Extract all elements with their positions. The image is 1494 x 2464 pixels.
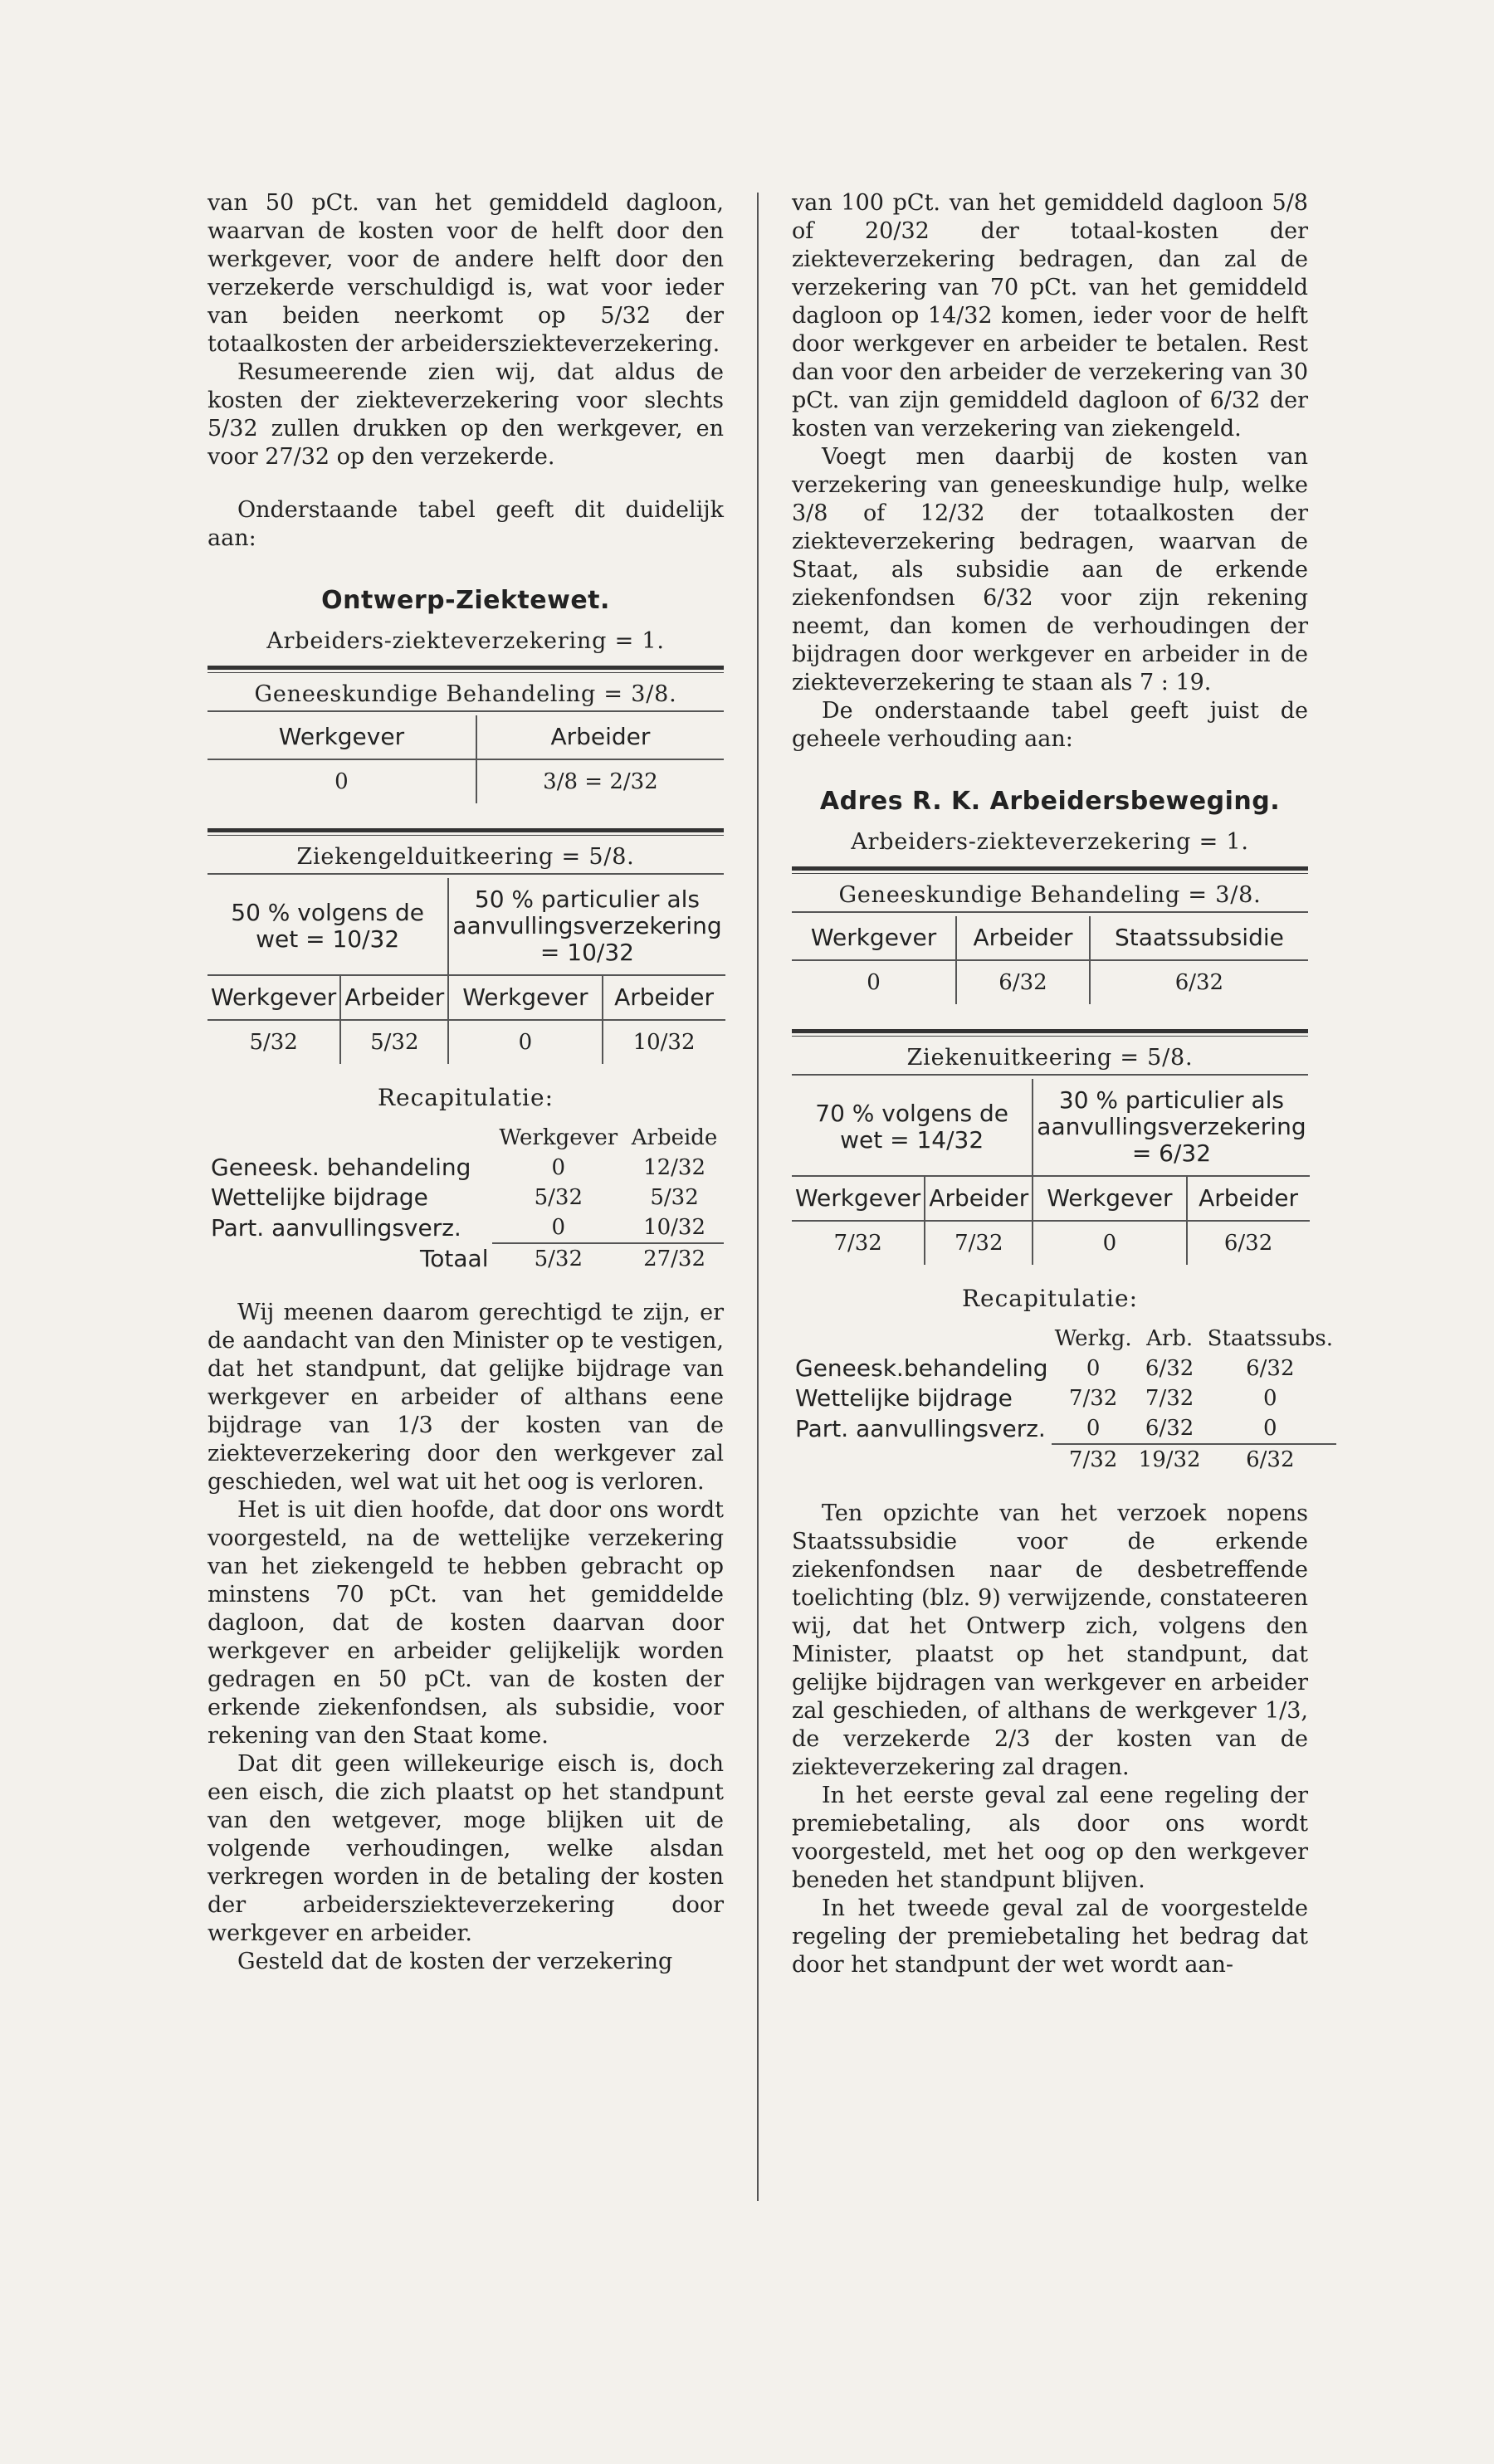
table-cell: 5/32 <box>249 1030 298 1055</box>
table-header: Arbeider <box>925 1176 1033 1221</box>
table-group-header: 30 % particulier als aanvullingsverzekering = 6/32 <box>1033 1079 1309 1176</box>
recap-value: 0 <box>1263 1416 1277 1441</box>
table-group-header: 70 % volgens de wet = 14/32 <box>792 1079 1033 1176</box>
recap-value: 5/32 <box>534 1185 583 1210</box>
recap-value: 0 <box>1086 1356 1101 1381</box>
recap-table <box>792 1324 1336 1475</box>
recap-header: Arbeide <box>631 1125 718 1150</box>
recap-value: 6/32 <box>1246 1356 1295 1381</box>
table-header: Arbeider <box>340 975 448 1020</box>
section-subheading: Arbeiders-ziekteverzekering = 1. <box>266 628 665 654</box>
table-title: Ziekengelduitkeering = 5/8. <box>296 844 635 870</box>
table-cell: 0 <box>867 970 881 995</box>
left-column <box>208 189 724 1976</box>
double-rule <box>792 866 1308 874</box>
recap-value: 0 <box>1263 1386 1277 1411</box>
rule <box>208 710 724 712</box>
paragraph: Ten opzichte van het verzoek nopens Staatssubsidie voor de erkende ziekenfondsen naar de desbetreffende toelichting (blz. 9) verwijzende, constateeren wij, dat het Ontwerp zich, volgens den Minister, plaatst op het standpunt, dat gelijke bijdragen van werkgever en arbeider zal geschieden, of althans de werkgever 1/3, de verzekerde 2/3 der kosten van de ziekteverzekering zal dragen. <box>792 1500 1308 1780</box>
recap-value: 7/32 <box>1145 1386 1194 1411</box>
table-header: Werkgever <box>208 715 476 759</box>
recap-value: 0 <box>551 1155 566 1180</box>
section-heading: Adres R. K. Arbeidersbeweging. <box>819 787 1281 816</box>
table-cell: 0 <box>448 1020 602 1064</box>
table-cell: 7/32 <box>833 1231 882 1256</box>
table-cell: 5/32 <box>340 1020 448 1064</box>
table-cell: 3/8 = 2/32 <box>476 759 724 803</box>
table-group-header: 50 % volgens de wet = 10/32 <box>208 878 448 975</box>
table-title: Geneeskundige Behandeling = 3/8. <box>254 681 677 707</box>
paragraph: Dat dit geen willekeurige eisch is, doch een eisch, die zich plaatst op het standpunt van den wetgever, moge blijken uit de volgende verhoudingen, welke alsdan verkregen worden in de betaling der kosten der arbeidersziekteverzekering door werkgever en arbeider. <box>208 1751 724 1946</box>
paragraph: In het tweede geval zal de voorgestelde regeling der premiebetaling het bedrag dat door het standpunt der wet wordt aan- <box>792 1896 1308 1978</box>
table-header: Arbeider <box>476 715 724 759</box>
section-subheading: Arbeiders-ziekteverzekering = 1. <box>851 829 1249 855</box>
table-cell: 10/32 <box>603 1020 725 1064</box>
rule <box>208 873 724 875</box>
table-cell: 6/32 <box>1090 960 1308 1004</box>
table-cell: 6/32 <box>1187 1221 1310 1265</box>
recap-value: 6/32 <box>1145 1416 1194 1441</box>
recap-header: Arb. <box>1146 1326 1194 1351</box>
recap-value: 12/32 <box>643 1155 706 1180</box>
rule <box>792 911 1308 913</box>
paragraph: van 50 pCt. van het gemiddeld dagloon, waarvan de kosten voor de helft door den werkgever, voor de andere helft door den verzekerde verschuldigd is, wat voor ieder van beiden neerkomt op 5/32 der totaalkosten der arbeidersziekteverzekering. <box>208 190 724 357</box>
paragraph: Resumeerende zien wij, dat aldus de kosten der ziekteverzekering voor slechts 5/32 zullen drukken op den werkgever, en voor 27/32 op den verzekerde. <box>208 359 724 470</box>
paragraph: Het is uit dien hoofde, dat door ons wordt voorgesteld, na de wettelijke verzekering van het ziekengeld te hebben gebracht op minstens 70 pCt. van het gemiddelde dagloon, dat de kosten daarvan door werkgever en arbeider gelijkelijk worden gedragen en 50 pCt. van de kosten der erkende ziekenfondsen, als subsidie, voor rekening van den Staat kome. <box>208 1497 724 1749</box>
recap-title: Recapitulatie: <box>961 1285 1139 1312</box>
table-cell: 6/32 <box>956 960 1090 1004</box>
table-header: Werkgever <box>1033 1176 1186 1221</box>
paragraph: In het eerste geval zal eene regeling der premiebetaling, als door ons wordt voorgesteld, met het oog op den werkgever beneden het standpunt blijven. <box>792 1783 1308 1893</box>
table-cell: 0 <box>334 769 349 794</box>
double-rule <box>208 666 724 673</box>
double-rule <box>208 828 724 836</box>
table-header: Werkgever <box>792 916 956 960</box>
recap-total: 7/32 <box>1052 1444 1135 1475</box>
recap-header: Staatssubs. <box>1207 1326 1333 1351</box>
paragraph: De onderstaande tabel geeft juist de geheele verhouding aan: <box>792 698 1308 752</box>
recap-value: 0 <box>1086 1416 1101 1441</box>
table-ziekenuitkeering <box>792 1079 1310 1265</box>
recap-header: Werkgever <box>499 1125 618 1150</box>
table-title: Geneeskundige Behandeling = 3/8. <box>838 882 1262 908</box>
table-ziekengeld <box>208 878 725 1064</box>
recap-value: 0 <box>551 1215 566 1240</box>
section-heading: Ontwerp-Ziektewet. <box>321 586 610 615</box>
table-cell: 0 <box>1033 1221 1186 1265</box>
recap-label: Geneesk. behandeling <box>211 1154 471 1181</box>
recap-total-label: Totaal <box>419 1244 489 1272</box>
table-geneeskundige <box>208 715 724 803</box>
table-title: Ziekenuitkeering = 5/8. <box>906 1045 1194 1071</box>
right-column <box>792 189 1333 1979</box>
recap-total: 6/32 <box>1204 1444 1336 1475</box>
recap-total: 27/32 <box>625 1243 724 1274</box>
table-header: Arbeider <box>956 916 1090 960</box>
recap-value: 7/32 <box>1068 1386 1118 1411</box>
recap-title: Recapitulatie: <box>377 1084 554 1111</box>
table-group-header: 50 % particulier als aanvullingsverzekering = 10/32 <box>448 878 725 975</box>
double-rule <box>792 1029 1308 1037</box>
table-header: Arbeider <box>603 975 725 1020</box>
recap-label: Wettelijke bijdrage <box>211 1183 428 1211</box>
paragraph: Gesteld dat de kosten der verzekering <box>237 1949 673 1974</box>
paragraph: Onderstaande tabel geeft dit duidelijk aan: <box>208 497 724 551</box>
table-header: Werkgever <box>792 1176 925 1221</box>
recap-label: Geneesk.behandeling <box>795 1354 1048 1382</box>
table-cell: 7/32 <box>925 1221 1033 1265</box>
recap-value: 6/32 <box>1145 1356 1194 1381</box>
table-header: Werkgever <box>448 975 602 1020</box>
table-geneeskundige <box>792 916 1308 1004</box>
rule <box>792 1074 1308 1076</box>
column-divider <box>757 193 759 2201</box>
recap-value: 10/32 <box>643 1215 706 1240</box>
table-header: Werkgever <box>208 975 340 1020</box>
recap-label: Part. aanvullingsverz. <box>795 1414 1046 1442</box>
recap-label: Wettelijke bijdrage <box>795 1384 1013 1412</box>
recap-total: 5/32 <box>492 1243 626 1274</box>
paragraph: Voegt men daarbij de kosten van verzekering van geneeskundige hulp, welke 3/8 of 12/32 der totaalkosten der ziekteverzekering bedragen, waarvan de Staat, als subsidie aan de erkende ziekenfondsen 6/32 voor zijn rekening neemt, dan komen de verhoudingen der bijdragen door werkgever en arbeider in de ziekteverzekering te staan als 7 : 19. <box>792 444 1308 695</box>
recap-value: 5/32 <box>650 1185 699 1210</box>
table-header: Arbeider <box>1187 1176 1310 1221</box>
paragraph: Wij meenen daarom gerechtigd te zijn, er de aandacht van den Minister op te vestigen, dat het standpunt, dat gelijke bijdrage van werkgever en arbeider of althans eene bijdrage van 1/3 der kosten van de ziekteverzekering door den werkgever zal geschieden, wel wat uit het oog is verloren. <box>208 1300 724 1495</box>
paragraph: van 100 pCt. van het gemiddeld dagloon 5/8 of 20/32 der totaal-kosten der ziekteverzekering bedragen, dan zal de verzekering van 70 pCt. van het gemiddeld dagloon op 14/32 komen, ieder voor de helft door werkgever en arbeider te betalen. Rest dan voor den arbeider de verzekering van 30 pCt. van zijn gemiddeld dagloon of 6/32 der kosten van verzekering van ziekengeld. <box>792 190 1308 442</box>
recap-total: 19/32 <box>1135 1444 1204 1475</box>
recap-table <box>208 1123 724 1274</box>
recap-header: Werkg. <box>1054 1326 1132 1351</box>
recap-label: Part. aanvullingsverz. <box>211 1213 461 1242</box>
table-header: Staatssubsidie <box>1090 916 1308 960</box>
